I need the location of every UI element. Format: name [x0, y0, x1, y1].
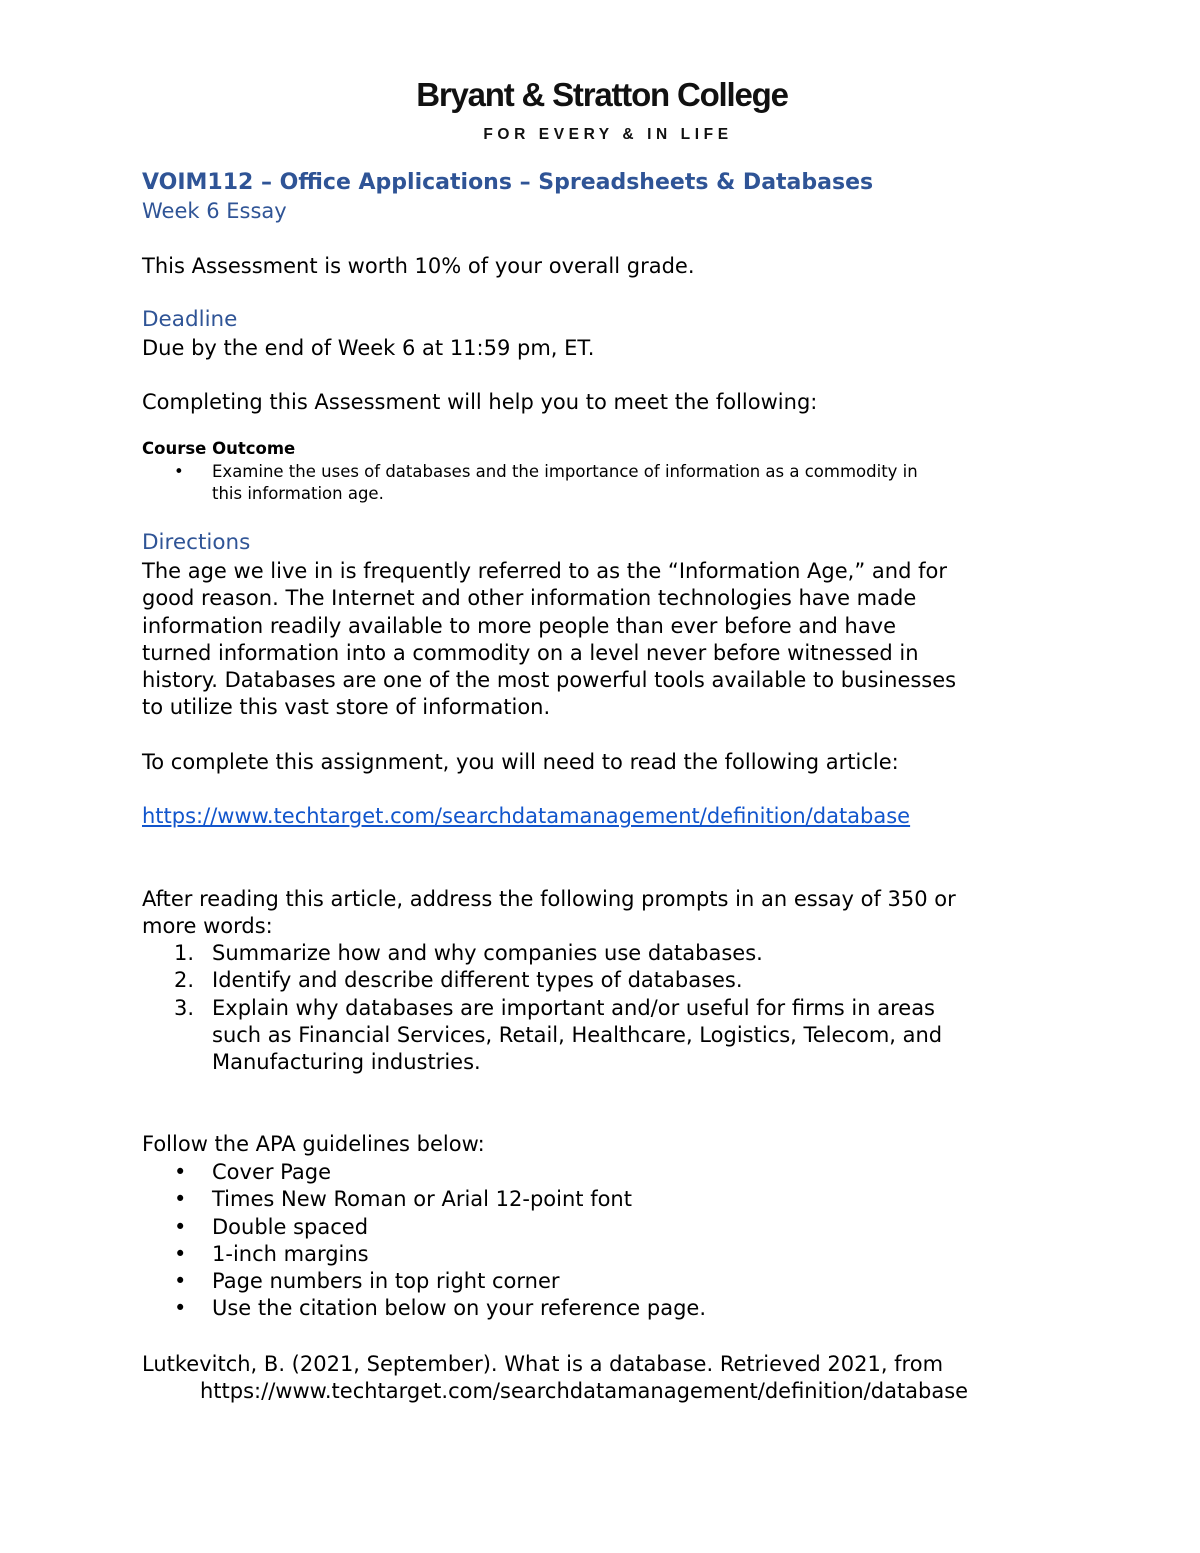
deadline-text: Due by the end of Week 6 at 11:59 pm, ET. — [142, 336, 595, 360]
apa-list — [142, 1159, 706, 1323]
citation-line: https://www.techtarget.com/searchdatamanagement/definition/database — [200, 1379, 969, 1404]
outcome-line: this information age. — [212, 484, 384, 503]
list-item — [142, 1214, 706, 1241]
list-item — [142, 1159, 706, 1186]
list-item — [142, 1295, 706, 1322]
apa-item: Use the citation below on your reference page. — [212, 1296, 707, 1321]
apa-item: Times New Roman or Arial 12-point font — [212, 1187, 632, 1212]
list-number: 3. — [174, 995, 195, 1020]
directions-line: The age we live in is frequently referred to as the “Information Age,” and for — [142, 559, 947, 583]
bullet-icon: • — [174, 1160, 187, 1184]
bullet-icon: • — [174, 1269, 187, 1294]
list-item — [142, 995, 942, 1077]
prompts-intro-line: After reading this article, address the following prompts in an essay of 350 or — [142, 887, 956, 911]
apa-intro: Follow the APA guidelines below: — [142, 1132, 485, 1156]
completing-statement: Completing this Assessment will help you to meet the following: — [142, 390, 818, 414]
apa-item: 1-inch margins — [212, 1241, 369, 1266]
directions-line: good reason. The Internet and other information technologies have made — [142, 586, 917, 611]
worth-statement: This Assessment is worth 10% of your overall grade. — [142, 254, 695, 278]
prompts-intro — [142, 886, 956, 941]
list-item — [142, 967, 942, 994]
prompt-line: Explain why databases are important and/or useful for firms in areas — [212, 995, 936, 1020]
list-item — [142, 940, 942, 967]
college-logo-tagline: FOR EVERY & IN LIFE — [483, 126, 733, 143]
list-item — [142, 1268, 706, 1295]
directions-paragraph — [142, 558, 956, 722]
prompt-line: Manufacturing industries. — [212, 1050, 481, 1075]
prompts-intro-line: more words: — [142, 914, 273, 939]
list-item — [142, 461, 918, 505]
article-link[interactable]: https://www.techtarget.com/searchdatamanagement/definition/database — [142, 804, 911, 828]
to-complete-statement: To complete this assignment, you will need to read the following article: — [142, 750, 899, 774]
prompt-line: such as Financial Services, Retail, Healthcare, Logistics, Telecom, and — [212, 1022, 943, 1047]
assignment-title: Week 6 Essay — [142, 199, 287, 223]
list-number: 2. — [174, 968, 195, 993]
directions-line: to utilize this vast store of information. — [142, 695, 551, 720]
course-outcome-heading: Course Outcome — [142, 439, 296, 458]
apa-item: Double spaced — [212, 1214, 369, 1239]
bullet-icon: • — [174, 1241, 187, 1266]
deadline-heading: Deadline — [142, 307, 238, 332]
apa-item: Page numbers in top right corner — [212, 1269, 560, 1294]
directions-line: history. Databases are one of the most powerful tools available to businesses — [142, 668, 957, 693]
bullet-icon: • — [174, 1187, 187, 1212]
citation — [142, 1351, 968, 1406]
prompt-line: Summarize how and why companies use databases. — [212, 941, 763, 965]
bullet-icon: • — [174, 1296, 187, 1321]
outcome-line: Examine the uses of databases and the importance of information as a commodity in — [212, 462, 918, 481]
list-number: 1. — [174, 941, 195, 965]
citation-line: Lutkevitch, B. (2021, September). What is a database. Retrieved 2021, from — [142, 1352, 944, 1376]
prompt-line: Identify and describe different types of databases. — [212, 968, 743, 993]
directions-line: turned information into a commodity on a level never before witnessed in — [142, 640, 919, 665]
bullet-icon: • — [174, 1214, 187, 1239]
course-outcome-list — [142, 461, 918, 505]
list-item — [142, 1241, 706, 1268]
directions-heading: Directions — [142, 530, 251, 555]
list-item — [142, 1186, 706, 1213]
college-logo-name: Bryant & Stratton College — [416, 76, 788, 113]
bullet-icon: • — [174, 462, 184, 481]
course-title: VOIM112 – Office Applications – Spreadsheets & Databases — [142, 170, 874, 195]
directions-line: information readily available to more people than ever before and have — [142, 613, 897, 638]
prompts-list — [142, 940, 942, 1076]
apa-item: Cover Page — [212, 1160, 332, 1184]
